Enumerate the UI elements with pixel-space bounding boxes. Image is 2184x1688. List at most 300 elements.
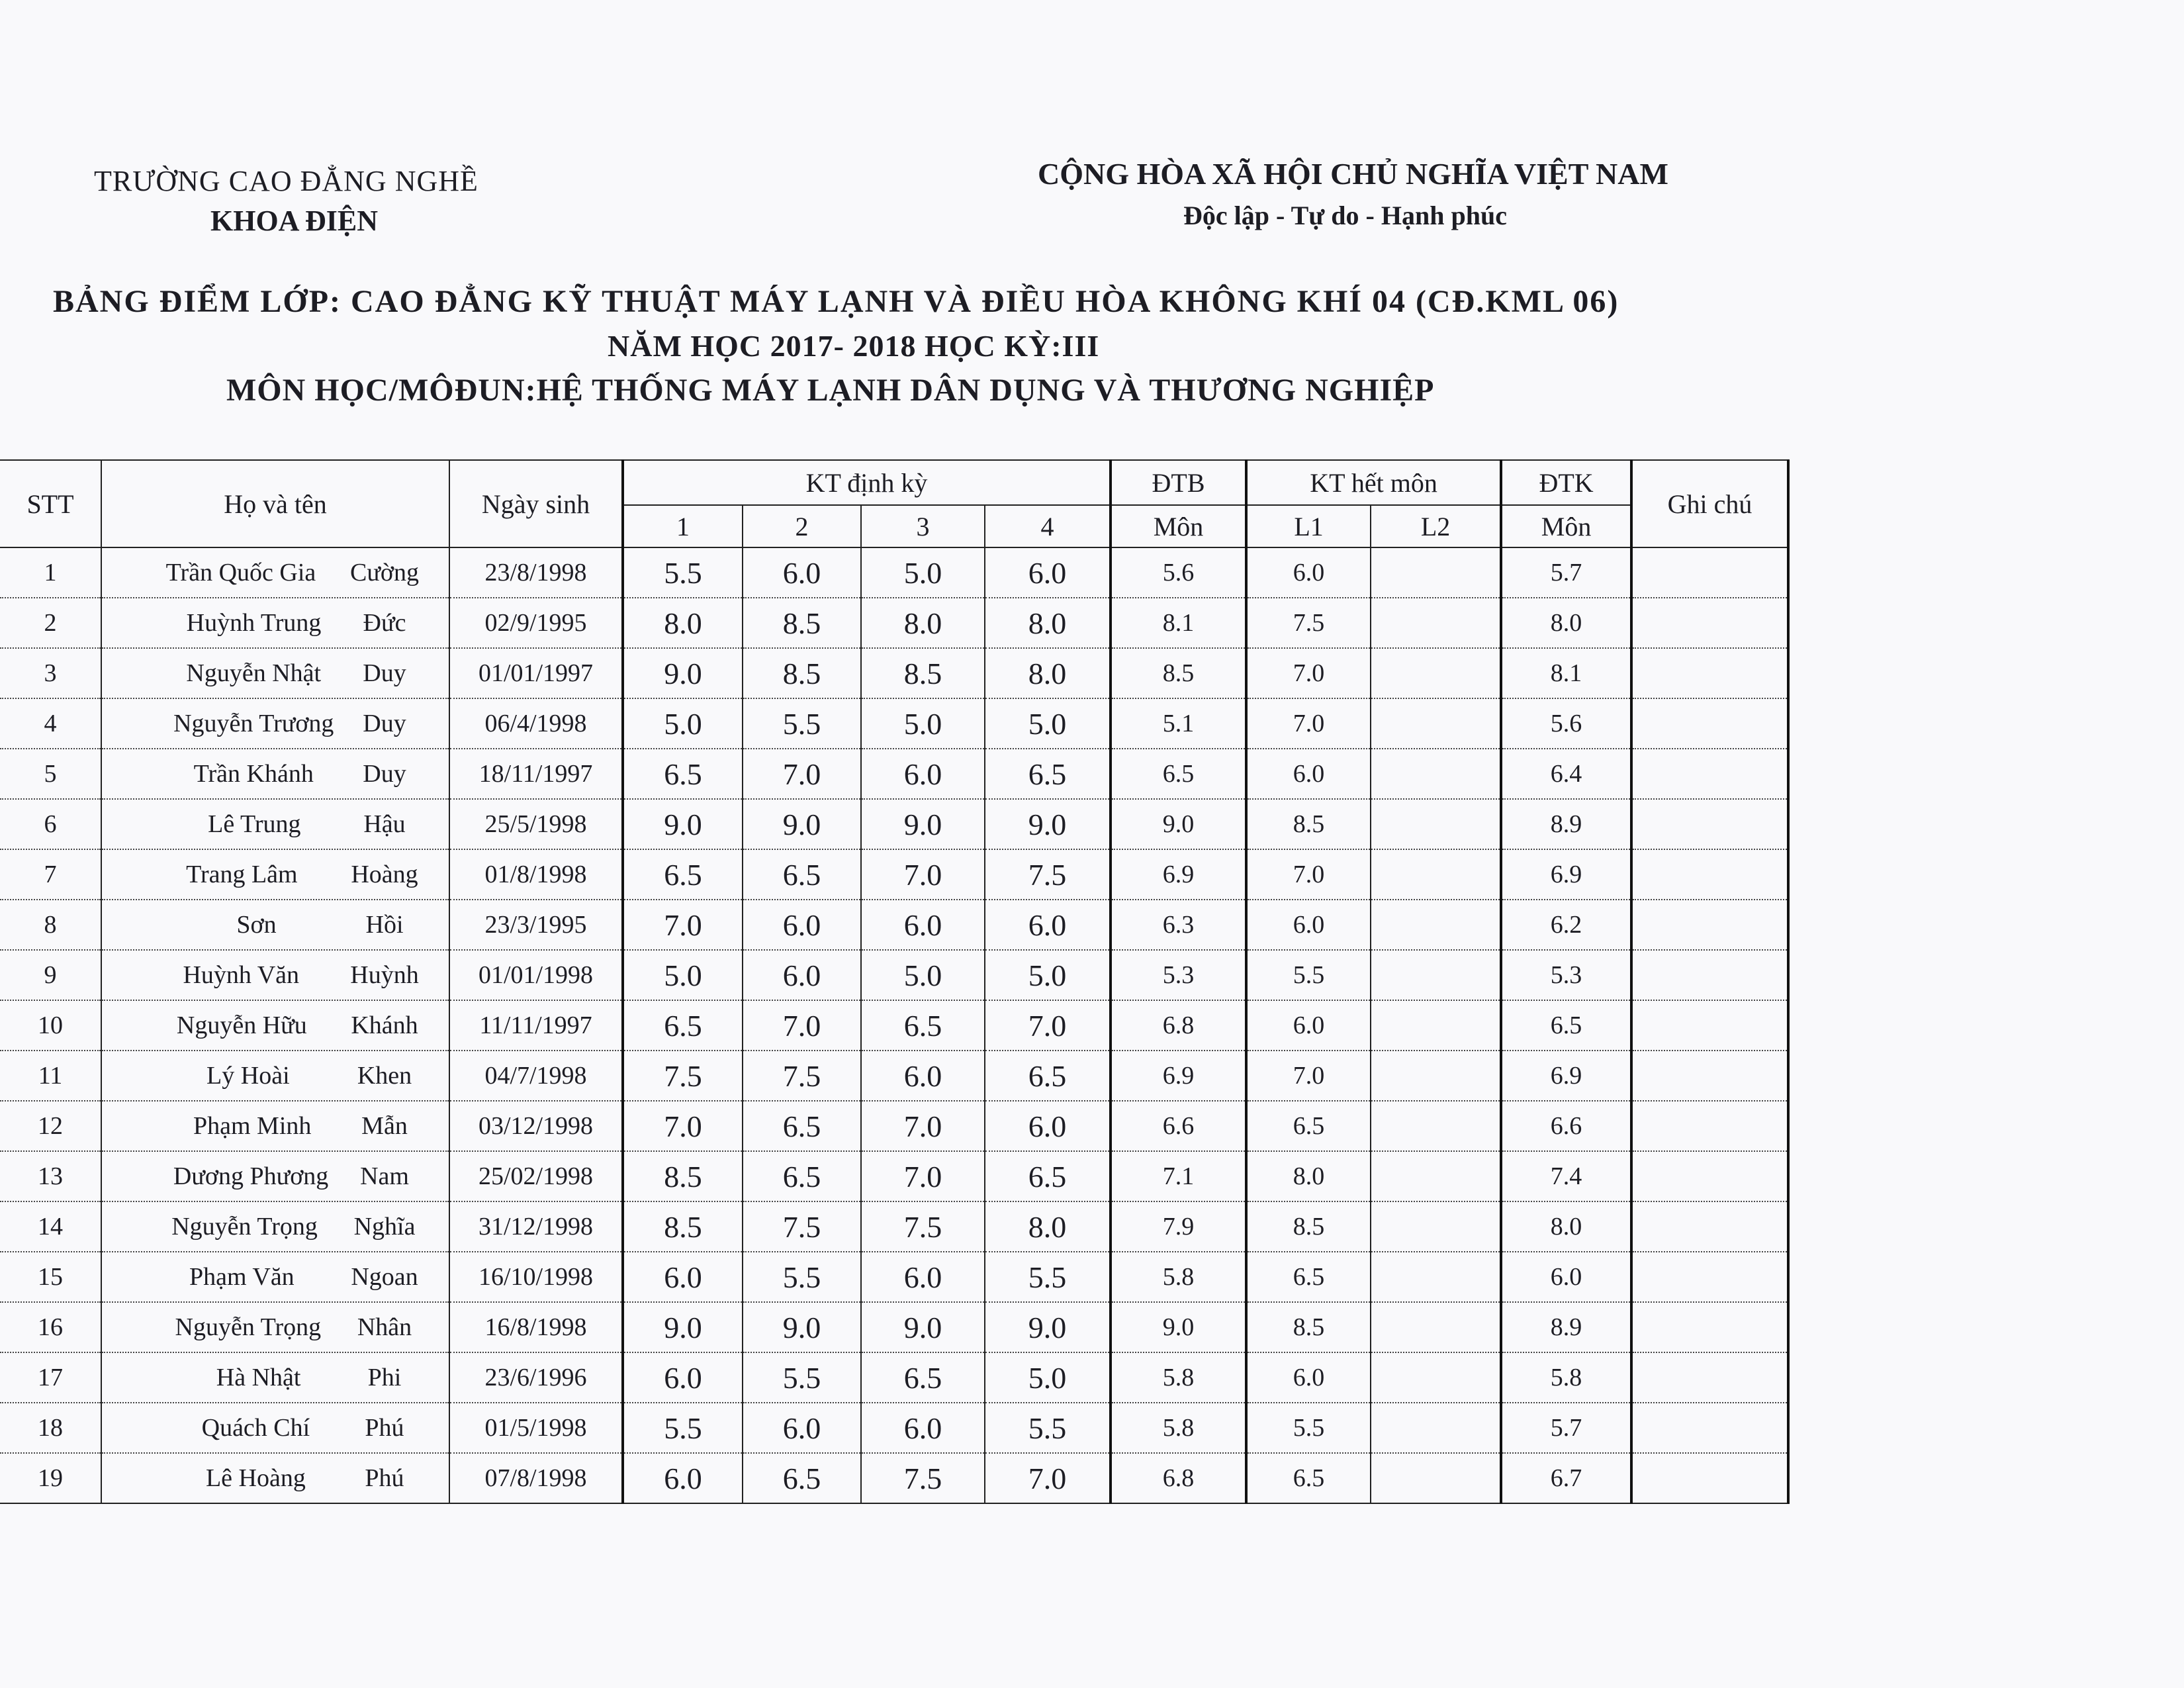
cell-dtk: 8.0 <box>1501 1201 1631 1252</box>
cell-stt: 16 <box>0 1302 101 1352</box>
cell-kt3: 6.5 <box>861 1000 985 1051</box>
cell-kt3: 6.0 <box>861 749 985 799</box>
cell-l1: 8.5 <box>1246 1201 1371 1252</box>
cell-l1: 7.5 <box>1246 598 1371 648</box>
cell-dtk: 7.4 <box>1501 1151 1631 1201</box>
cell-kt4: 5.0 <box>985 1352 1111 1403</box>
cell-kt2: 7.5 <box>743 1051 861 1101</box>
cell-kt4: 9.0 <box>985 1302 1111 1352</box>
cell-stt: 7 <box>0 849 101 900</box>
cell-stt: 17 <box>0 1352 101 1403</box>
cell-l1: 6.5 <box>1246 1252 1371 1302</box>
first-name: Nguyễn Trọng <box>175 1313 322 1341</box>
cell-kt2: 6.5 <box>743 849 861 900</box>
last-name: Cường <box>349 559 420 586</box>
cell-dob: 18/11/1997 <box>449 749 623 799</box>
table-row <box>0 849 1788 900</box>
cell-note <box>1631 648 1788 698</box>
cell-kt2: 7.0 <box>743 1000 861 1051</box>
cell-dob: 16/10/1998 <box>449 1252 623 1302</box>
school-year: NĂM HỌC 2017- 2018 HỌC KỲ:III <box>608 329 1100 363</box>
cell-dtb: 5.8 <box>1111 1352 1246 1403</box>
cell-dob: 03/12/1998 <box>449 1101 623 1151</box>
cell-dob: 25/5/1998 <box>449 799 623 849</box>
table-row <box>0 1000 1788 1051</box>
cell-l2 <box>1371 799 1501 849</box>
first-name: Trần Khánh <box>193 760 314 788</box>
cell-kt2: 6.5 <box>743 1151 861 1201</box>
cell-name <box>101 698 449 749</box>
cell-kt4: 6.0 <box>985 547 1111 598</box>
table-row <box>0 1051 1788 1101</box>
cell-kt1: 6.5 <box>623 749 743 799</box>
cell-note <box>1631 698 1788 749</box>
cell-dtk: 6.5 <box>1501 1000 1631 1051</box>
table-row <box>0 547 1788 598</box>
first-name: Dương Phương <box>173 1162 329 1190</box>
header-dtk-1: ĐTK <box>1501 460 1631 505</box>
cell-dob: 02/9/1995 <box>449 598 623 648</box>
cell-stt: 5 <box>0 749 101 799</box>
cell-name <box>101 1252 449 1302</box>
table-row <box>0 1252 1788 1302</box>
last-name: Duy <box>363 710 406 737</box>
cell-kt3: 5.0 <box>861 950 985 1000</box>
cell-dob: 23/8/1998 <box>449 547 623 598</box>
cell-dtb: 8.1 <box>1111 598 1246 648</box>
cell-kt4: 8.0 <box>985 1201 1111 1252</box>
cell-stt: 2 <box>0 598 101 648</box>
header-l2: L2 <box>1371 505 1501 547</box>
cell-dob: 01/01/1998 <box>449 950 623 1000</box>
cell-kt3: 9.0 <box>861 799 985 849</box>
cell-kt2: 7.0 <box>743 749 861 799</box>
cell-kt3: 5.0 <box>861 698 985 749</box>
cell-dtk: 6.9 <box>1501 1051 1631 1101</box>
cell-stt: 1 <box>0 547 101 598</box>
cell-kt1: 9.0 <box>623 1302 743 1352</box>
cell-dtb: 8.5 <box>1111 648 1246 698</box>
cell-kt3: 9.0 <box>861 1302 985 1352</box>
cell-l2 <box>1371 950 1501 1000</box>
cell-dtk: 6.2 <box>1501 900 1631 950</box>
first-name: Nguyễn Trọng <box>171 1213 318 1241</box>
cell-kt3: 6.0 <box>861 900 985 950</box>
cell-kt2: 5.5 <box>743 1252 861 1302</box>
cell-kt2: 7.5 <box>743 1201 861 1252</box>
cell-name <box>101 648 449 698</box>
last-name: Phi <box>367 1364 402 1391</box>
cell-dtk: 5.7 <box>1501 1403 1631 1453</box>
table-row <box>0 799 1788 849</box>
cell-l2 <box>1371 648 1501 698</box>
last-name: Khen <box>357 1062 412 1090</box>
cell-name <box>101 1151 449 1201</box>
cell-dob: 25/02/1998 <box>449 1151 623 1201</box>
cell-note <box>1631 950 1788 1000</box>
cell-dtk: 6.0 <box>1501 1252 1631 1302</box>
cell-kt2: 9.0 <box>743 1302 861 1352</box>
cell-kt3: 8.5 <box>861 648 985 698</box>
first-name: Sơn <box>236 911 277 939</box>
cell-kt3: 6.5 <box>861 1352 985 1403</box>
header-kt-1: 1 <box>623 505 743 547</box>
cell-dtk: 6.9 <box>1501 849 1631 900</box>
cell-kt4: 6.5 <box>985 1051 1111 1101</box>
cell-kt4: 6.0 <box>985 900 1111 950</box>
cell-kt2: 6.5 <box>743 1101 861 1151</box>
table-row <box>0 698 1788 749</box>
table-row <box>0 1201 1788 1252</box>
header-l1: L1 <box>1246 505 1371 547</box>
cell-kt2: 6.0 <box>743 950 861 1000</box>
cell-name <box>101 1453 449 1503</box>
cell-stt: 9 <box>0 950 101 1000</box>
cell-kt3: 6.0 <box>861 1403 985 1453</box>
cell-dob: 23/6/1996 <box>449 1352 623 1403</box>
first-name: Phạm Minh <box>193 1112 312 1140</box>
first-name: Huỳnh Văn <box>183 961 300 989</box>
cell-kt1: 9.0 <box>623 799 743 849</box>
cell-stt: 12 <box>0 1101 101 1151</box>
cell-dtb: 9.0 <box>1111 1302 1246 1352</box>
cell-kt1: 6.0 <box>623 1252 743 1302</box>
cell-l1: 6.0 <box>1246 1352 1371 1403</box>
first-name: Lý Hoài <box>206 1062 290 1090</box>
cell-dob: 11/11/1997 <box>449 1000 623 1051</box>
cell-name <box>101 900 449 950</box>
cell-l1: 6.0 <box>1246 900 1371 950</box>
last-name: Nghĩa <box>353 1213 416 1241</box>
cell-kt2: 6.5 <box>743 1453 861 1503</box>
cell-kt4: 6.0 <box>985 1101 1111 1151</box>
cell-note <box>1631 1000 1788 1051</box>
table-row <box>0 749 1788 799</box>
cell-l1: 8.5 <box>1246 1302 1371 1352</box>
header-kt-2: 2 <box>743 505 861 547</box>
cell-note <box>1631 849 1788 900</box>
cell-kt2: 6.0 <box>743 547 861 598</box>
last-name: Đức <box>363 609 406 637</box>
cell-name <box>101 1101 449 1151</box>
cell-l1: 6.0 <box>1246 1000 1371 1051</box>
cell-l1: 7.0 <box>1246 698 1371 749</box>
school-name: TRƯỜNG CAO ĐẲNG NGHỀ <box>94 165 478 197</box>
cell-stt: 6 <box>0 799 101 849</box>
cell-name <box>101 1302 449 1352</box>
cell-kt1: 5.0 <box>623 950 743 1000</box>
last-name: Nhân <box>357 1313 412 1341</box>
cell-kt4: 6.5 <box>985 1151 1111 1201</box>
cell-note <box>1631 547 1788 598</box>
cell-dtk: 8.9 <box>1501 1302 1631 1352</box>
cell-kt1: 8.0 <box>623 598 743 648</box>
cell-kt1: 5.0 <box>623 698 743 749</box>
cell-name <box>101 749 449 799</box>
cell-l2 <box>1371 1151 1501 1201</box>
cell-kt2: 6.0 <box>743 1403 861 1453</box>
cell-stt: 4 <box>0 698 101 749</box>
country-name: CỘNG HÒA XÃ HỘI CHỦ NGHĨA VIỆT NAM <box>1038 157 1668 191</box>
cell-l1: 7.0 <box>1246 849 1371 900</box>
header-kt-het-mon: KT hết môn <box>1246 460 1501 505</box>
cell-stt: 10 <box>0 1000 101 1051</box>
table-row <box>0 1352 1788 1403</box>
cell-dtk: 5.3 <box>1501 950 1631 1000</box>
table-row <box>0 1302 1788 1352</box>
cell-dtk: 5.7 <box>1501 547 1631 598</box>
first-name: Phạm Văn <box>189 1263 295 1291</box>
cell-kt1: 5.5 <box>623 547 743 598</box>
table-row <box>0 1453 1788 1503</box>
cell-kt3: 7.5 <box>861 1453 985 1503</box>
cell-kt2: 6.0 <box>743 900 861 950</box>
cell-dtb: 6.9 <box>1111 1051 1246 1101</box>
header-note: Ghi chú <box>1631 460 1788 547</box>
cell-stt: 3 <box>0 648 101 698</box>
cell-name <box>101 849 449 900</box>
cell-note <box>1631 900 1788 950</box>
cell-kt3: 7.0 <box>861 849 985 900</box>
cell-name <box>101 1051 449 1101</box>
cell-dtk: 6.7 <box>1501 1453 1631 1503</box>
cell-dob: 07/8/1998 <box>449 1453 623 1503</box>
cell-kt2: 8.5 <box>743 648 861 698</box>
cell-dtb: 5.1 <box>1111 698 1246 749</box>
cell-kt4: 8.0 <box>985 598 1111 648</box>
cell-dob: 01/01/1997 <box>449 648 623 698</box>
cell-l1: 8.0 <box>1246 1151 1371 1201</box>
first-name: Trang Lâm <box>186 861 298 888</box>
cell-kt4: 7.0 <box>985 1453 1111 1503</box>
cell-dtb: 6.9 <box>1111 849 1246 900</box>
first-name: Lê Hoàng <box>205 1464 306 1492</box>
cell-note <box>1631 598 1788 648</box>
cell-stt: 19 <box>0 1453 101 1503</box>
cell-dtb: 5.3 <box>1111 950 1246 1000</box>
cell-kt2: 5.5 <box>743 1352 861 1403</box>
table-row <box>0 1403 1788 1453</box>
cell-l2 <box>1371 698 1501 749</box>
last-name: Hoàng <box>351 861 418 888</box>
cell-dtk: 6.4 <box>1501 749 1631 799</box>
header-kt-4: 4 <box>985 505 1111 547</box>
cell-kt1: 5.5 <box>623 1403 743 1453</box>
document-title: BẢNG ĐIỂM LỚP: CAO ĐẲNG KỸ THUẬT MÁY LẠNH VÀ ĐIỀU HÒA KHÔNG KHÍ 04 (CĐ.KML 06) <box>53 284 1619 319</box>
cell-dob: 23/3/1995 <box>449 900 623 950</box>
first-name: Hà Nhật <box>216 1364 301 1391</box>
cell-kt4: 6.5 <box>985 749 1111 799</box>
cell-l2 <box>1371 1403 1501 1453</box>
table-row <box>0 598 1788 648</box>
cell-note <box>1631 1403 1788 1453</box>
cell-kt3: 7.0 <box>861 1151 985 1201</box>
cell-dob: 01/8/1998 <box>449 849 623 900</box>
first-name: Lê Trung <box>208 810 301 838</box>
cell-dtk: 5.6 <box>1501 698 1631 749</box>
cell-dob: 31/12/1998 <box>449 1201 623 1252</box>
cell-note <box>1631 799 1788 849</box>
last-name: Hậu <box>363 810 406 838</box>
grade-table <box>0 459 1790 1504</box>
cell-kt4: 5.0 <box>985 698 1111 749</box>
table-row <box>0 1101 1788 1151</box>
cell-kt3: 7.5 <box>861 1201 985 1252</box>
cell-l2 <box>1371 749 1501 799</box>
cell-l2 <box>1371 900 1501 950</box>
first-name: Nguyễn Trương <box>173 710 334 737</box>
header-name: Họ và tên <box>101 460 449 547</box>
cell-kt1: 8.5 <box>623 1201 743 1252</box>
cell-dtb: 7.9 <box>1111 1201 1246 1252</box>
cell-l1: 6.0 <box>1246 749 1371 799</box>
cell-kt1: 7.0 <box>623 1101 743 1151</box>
cell-l2 <box>1371 547 1501 598</box>
cell-l2 <box>1371 1252 1501 1302</box>
cell-dtb: 6.6 <box>1111 1101 1246 1151</box>
header-dtk-2: Môn <box>1501 505 1631 547</box>
cell-note <box>1631 1352 1788 1403</box>
header-dtb-1: ĐTB <box>1111 460 1246 505</box>
cell-name <box>101 598 449 648</box>
cell-name <box>101 950 449 1000</box>
table-row <box>0 1151 1788 1201</box>
cell-kt3: 6.0 <box>861 1051 985 1101</box>
last-name: Hồi <box>365 911 404 939</box>
cell-l2 <box>1371 1302 1501 1352</box>
cell-note <box>1631 1101 1788 1151</box>
cell-dtk: 8.9 <box>1501 799 1631 849</box>
cell-name <box>101 1201 449 1252</box>
grade-rows <box>0 547 1788 1503</box>
cell-note <box>1631 1201 1788 1252</box>
cell-l2 <box>1371 849 1501 900</box>
cell-kt1: 9.0 <box>623 648 743 698</box>
cell-kt1: 8.5 <box>623 1151 743 1201</box>
cell-kt3: 8.0 <box>861 598 985 648</box>
cell-dtb: 6.8 <box>1111 1000 1246 1051</box>
last-name: Khánh <box>351 1011 418 1039</box>
cell-stt: 13 <box>0 1151 101 1201</box>
table-row <box>0 648 1788 698</box>
first-name: Quách Chí <box>201 1414 310 1442</box>
cell-stt: 11 <box>0 1051 101 1101</box>
cell-kt4: 8.0 <box>985 648 1111 698</box>
cell-kt4: 5.5 <box>985 1252 1111 1302</box>
cell-note <box>1631 1453 1788 1503</box>
first-name: Nguyễn Hữu <box>176 1011 307 1039</box>
cell-l1: 8.5 <box>1246 799 1371 849</box>
cell-dtk: 8.0 <box>1501 598 1631 648</box>
cell-l1: 7.0 <box>1246 1051 1371 1101</box>
cell-note <box>1631 749 1788 799</box>
cell-l1: 6.0 <box>1246 547 1371 598</box>
cell-note <box>1631 1252 1788 1302</box>
cell-note <box>1631 1302 1788 1352</box>
cell-stt: 15 <box>0 1252 101 1302</box>
cell-l2 <box>1371 1453 1501 1503</box>
cell-dtb: 9.0 <box>1111 799 1246 849</box>
cell-note <box>1631 1051 1788 1101</box>
cell-dtk: 8.1 <box>1501 648 1631 698</box>
first-name: Trần Quốc Gia <box>165 559 316 586</box>
cell-l2 <box>1371 1000 1501 1051</box>
last-name: Duy <box>363 659 406 687</box>
cell-dob: 16/8/1998 <box>449 1302 623 1352</box>
first-name: Huỳnh Trung <box>186 609 322 637</box>
cell-kt1: 6.0 <box>623 1453 743 1503</box>
cell-kt4: 7.5 <box>985 849 1111 900</box>
cell-name <box>101 799 449 849</box>
cell-l2 <box>1371 1051 1501 1101</box>
cell-name <box>101 1352 449 1403</box>
last-name: Mẫn <box>361 1112 408 1140</box>
cell-kt4: 7.0 <box>985 1000 1111 1051</box>
table-row <box>0 950 1788 1000</box>
cell-stt: 18 <box>0 1403 101 1453</box>
cell-dob: 04/7/1998 <box>449 1051 623 1101</box>
header-stt: STT <box>0 460 101 547</box>
cell-kt4: 5.0 <box>985 950 1111 1000</box>
table-row <box>0 900 1788 950</box>
cell-dtb: 5.6 <box>1111 547 1246 598</box>
header-kt-dinh-ky: KT định kỳ <box>623 460 1111 505</box>
cell-l2 <box>1371 598 1501 648</box>
cell-l2 <box>1371 1352 1501 1403</box>
cell-dtb: 5.8 <box>1111 1252 1246 1302</box>
last-name: Ngoan <box>351 1263 418 1291</box>
cell-kt2: 8.5 <box>743 598 861 648</box>
cell-kt3: 7.0 <box>861 1101 985 1151</box>
cell-dob: 06/4/1998 <box>449 698 623 749</box>
cell-l1: 7.0 <box>1246 648 1371 698</box>
cell-kt1: 6.0 <box>623 1352 743 1403</box>
cell-kt3: 6.0 <box>861 1252 985 1302</box>
last-name: Nam <box>360 1162 409 1190</box>
cell-dtb: 6.3 <box>1111 900 1246 950</box>
first-name: Nguyễn Nhật <box>186 659 322 687</box>
national-motto: Độc lập - Tự do - Hạnh phúc <box>1183 201 1507 230</box>
faculty-name: KHOA ĐIỆN <box>210 205 379 237</box>
cell-stt: 14 <box>0 1201 101 1252</box>
cell-dtb: 5.8 <box>1111 1403 1246 1453</box>
header-dtb-2: Môn <box>1111 505 1246 547</box>
cell-kt1: 6.5 <box>623 849 743 900</box>
header-kt-3: 3 <box>861 505 985 547</box>
cell-l1: 5.5 <box>1246 950 1371 1000</box>
cell-note <box>1631 1151 1788 1201</box>
subject-title: MÔN HỌC/MÔĐUN:HỆ THỐNG MÁY LẠNH DÂN DỤNG VÀ THƯƠNG NGHIỆP <box>226 373 1435 408</box>
header-dob: Ngày sinh <box>449 460 623 547</box>
cell-kt2: 5.5 <box>743 698 861 749</box>
cell-kt1: 7.5 <box>623 1051 743 1101</box>
cell-dtk: 5.8 <box>1501 1352 1631 1403</box>
cell-name <box>101 547 449 598</box>
cell-name <box>101 1403 449 1453</box>
cell-kt1: 7.0 <box>623 900 743 950</box>
cell-kt4: 5.5 <box>985 1403 1111 1453</box>
cell-stt: 8 <box>0 900 101 950</box>
cell-dob: 01/5/1998 <box>449 1403 623 1453</box>
cell-dtk: 6.6 <box>1501 1101 1631 1151</box>
last-name: Huỳnh <box>350 961 419 989</box>
last-name: Duy <box>363 760 406 788</box>
last-name: Phú <box>365 1414 404 1442</box>
cell-kt4: 9.0 <box>985 799 1111 849</box>
cell-dtb: 7.1 <box>1111 1151 1246 1201</box>
cell-kt1: 6.5 <box>623 1000 743 1051</box>
cell-dtb: 6.5 <box>1111 749 1246 799</box>
